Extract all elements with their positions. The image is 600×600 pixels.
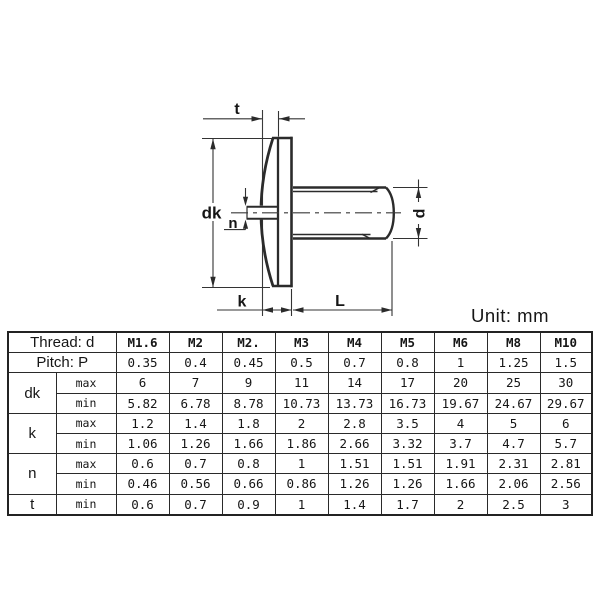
table-cell: 3.5 xyxy=(381,413,434,433)
table-cell: 0.7 xyxy=(328,353,381,373)
table-cell: 0.6 xyxy=(116,494,169,515)
table-cell: 2.06 xyxy=(487,474,540,494)
table-cell: 1 xyxy=(434,353,487,373)
table-cell: 0.35 xyxy=(116,353,169,373)
table-cell: 0.86 xyxy=(275,474,328,494)
dim-dk-label: dk xyxy=(201,203,222,223)
row-header-pitch: Pitch: P xyxy=(8,353,116,373)
row-header-k: k xyxy=(8,413,56,453)
unit-label: Unit: mm xyxy=(471,305,549,326)
table-cell: 1.4 xyxy=(169,413,222,433)
table-cell: 3.7 xyxy=(434,433,487,453)
arrow-down-icon xyxy=(243,197,248,206)
table-cell: 29.67 xyxy=(540,393,592,413)
col-header-m2-5: M2. xyxy=(222,332,275,353)
table-cell: 0.7 xyxy=(169,494,222,515)
arrow-left-icon xyxy=(279,116,290,121)
col-header-m5: M5 xyxy=(381,332,434,353)
table-cell: 1.51 xyxy=(328,454,381,474)
arrow-left-icon xyxy=(263,307,274,312)
row-subheader-min: min xyxy=(56,494,116,515)
table-cell: 0.8 xyxy=(222,454,275,474)
table-row-k-min xyxy=(8,433,592,453)
col-header-m3: M3 xyxy=(275,332,328,353)
table-cell: 1.26 xyxy=(328,474,381,494)
table-cell: 2 xyxy=(275,413,328,433)
table-cell: 6 xyxy=(116,373,169,393)
table-cell: 1.26 xyxy=(169,433,222,453)
table-cell: 6.78 xyxy=(169,393,222,413)
row-subheader-min: min xyxy=(56,393,116,413)
table-cell: 9 xyxy=(222,373,275,393)
table-cell: 2.31 xyxy=(487,454,540,474)
table-cell: 1.25 xyxy=(487,353,540,373)
table-row-dk-min xyxy=(8,393,592,413)
table-cell: 6 xyxy=(540,413,592,433)
arrow-up-icon xyxy=(416,188,421,199)
row-subheader-min: min xyxy=(56,474,116,494)
table-cell: 24.67 xyxy=(487,393,540,413)
table-cell: 16.73 xyxy=(381,393,434,413)
table-cell: 2.8 xyxy=(328,413,381,433)
table-cell: 5.82 xyxy=(116,393,169,413)
table-cell: 1.26 xyxy=(381,474,434,494)
table-cell: 2.5 xyxy=(487,494,540,515)
table-cell: 0.6 xyxy=(116,454,169,474)
arrow-left-icon xyxy=(293,307,304,312)
table-row-t-min xyxy=(8,494,592,515)
col-header-m2: M2 xyxy=(169,332,222,353)
table-cell: 30 xyxy=(540,373,592,393)
col-header-m8: M8 xyxy=(487,332,540,353)
table-cell: 1.2 xyxy=(116,413,169,433)
table-cell: 1 xyxy=(275,494,328,515)
table-cell: 3 xyxy=(540,494,592,515)
table-cell: 2.81 xyxy=(540,454,592,474)
table-cell: 13.73 xyxy=(328,393,381,413)
table-cell: 0.45 xyxy=(222,353,275,373)
table-cell: 11 xyxy=(275,373,328,393)
spec-table xyxy=(7,331,593,516)
arrow-up-icon xyxy=(210,139,215,150)
dim-t-arrows xyxy=(252,116,290,121)
table-cell: 2.56 xyxy=(540,474,592,494)
table-cell: 1.51 xyxy=(381,454,434,474)
dim-L-label: L xyxy=(335,293,345,310)
table-cell: 10.73 xyxy=(275,393,328,413)
table-cell: 17 xyxy=(381,373,434,393)
col-header-m6: M6 xyxy=(434,332,487,353)
table-cell: 0.4 xyxy=(169,353,222,373)
dim-d-label: d xyxy=(411,208,429,219)
table-cell: 1 xyxy=(275,454,328,474)
arrow-up-icon xyxy=(243,220,248,229)
col-header-m1-6: M1.6 xyxy=(116,332,169,353)
table-cell: 1.4 xyxy=(328,494,381,515)
dim-k xyxy=(217,289,292,316)
row-header-thread: Thread: d xyxy=(8,332,116,353)
dim-t-label: t xyxy=(234,101,240,118)
table-cell: 0.5 xyxy=(275,353,328,373)
table-cell: 8.78 xyxy=(222,393,275,413)
table-cell: 2.66 xyxy=(328,433,381,453)
table-cell: 1.06 xyxy=(116,433,169,453)
arrow-down-icon xyxy=(210,277,215,288)
table-cell: 1.7 xyxy=(381,494,434,515)
table-cell: 0.66 xyxy=(222,474,275,494)
row-header-dk: dk xyxy=(8,373,56,413)
table-cell: 7 xyxy=(169,373,222,393)
arrow-down-icon xyxy=(416,228,421,239)
arrow-right-icon xyxy=(252,116,263,121)
table-cell: 19.67 xyxy=(434,393,487,413)
col-header-m10: M10 xyxy=(540,332,592,353)
table-cell: 1.66 xyxy=(222,433,275,453)
arrow-right-icon xyxy=(281,307,292,312)
table-cell: 3.32 xyxy=(381,433,434,453)
row-subheader-max: max xyxy=(56,373,116,393)
table-cell: 20 xyxy=(434,373,487,393)
dim-n-label: n xyxy=(228,215,238,232)
table-row-thread xyxy=(8,332,592,353)
table-cell: 4.7 xyxy=(487,433,540,453)
table-cell: 14 xyxy=(328,373,381,393)
table-cell: 4 xyxy=(434,413,487,433)
table-cell: 0.9 xyxy=(222,494,275,515)
row-header-t: t xyxy=(8,494,56,515)
table-cell: 0.7 xyxy=(169,454,222,474)
table-cell: 1.8 xyxy=(222,413,275,433)
table-cell: 0.8 xyxy=(381,353,434,373)
col-header-m4: M4 xyxy=(328,332,381,353)
table-cell: 5.7 xyxy=(540,433,592,453)
arrow-right-icon xyxy=(382,307,393,312)
table-row-n-min xyxy=(8,474,592,494)
table-cell: 5 xyxy=(487,413,540,433)
table-cell: 1.91 xyxy=(434,454,487,474)
row-subheader-min: min xyxy=(56,433,116,453)
row-subheader-max: max xyxy=(56,413,116,433)
table-cell: 25 xyxy=(487,373,540,393)
dim-t xyxy=(203,111,305,137)
table-row-k-max xyxy=(8,413,592,433)
table-cell: 1.5 xyxy=(540,353,592,373)
table-row-pitch xyxy=(8,353,592,373)
table-cell: 2 xyxy=(434,494,487,515)
table-cell: 1.86 xyxy=(275,433,328,453)
dim-k-label: k xyxy=(237,293,247,311)
table-row-dk-max xyxy=(8,373,592,393)
table-cell: 1.66 xyxy=(434,474,487,494)
table-row-n-max xyxy=(8,454,592,474)
row-subheader-max: max xyxy=(56,454,116,474)
table-cell: 0.46 xyxy=(116,474,169,494)
row-header-n: n xyxy=(8,454,56,494)
table-cell: 0.56 xyxy=(169,474,222,494)
